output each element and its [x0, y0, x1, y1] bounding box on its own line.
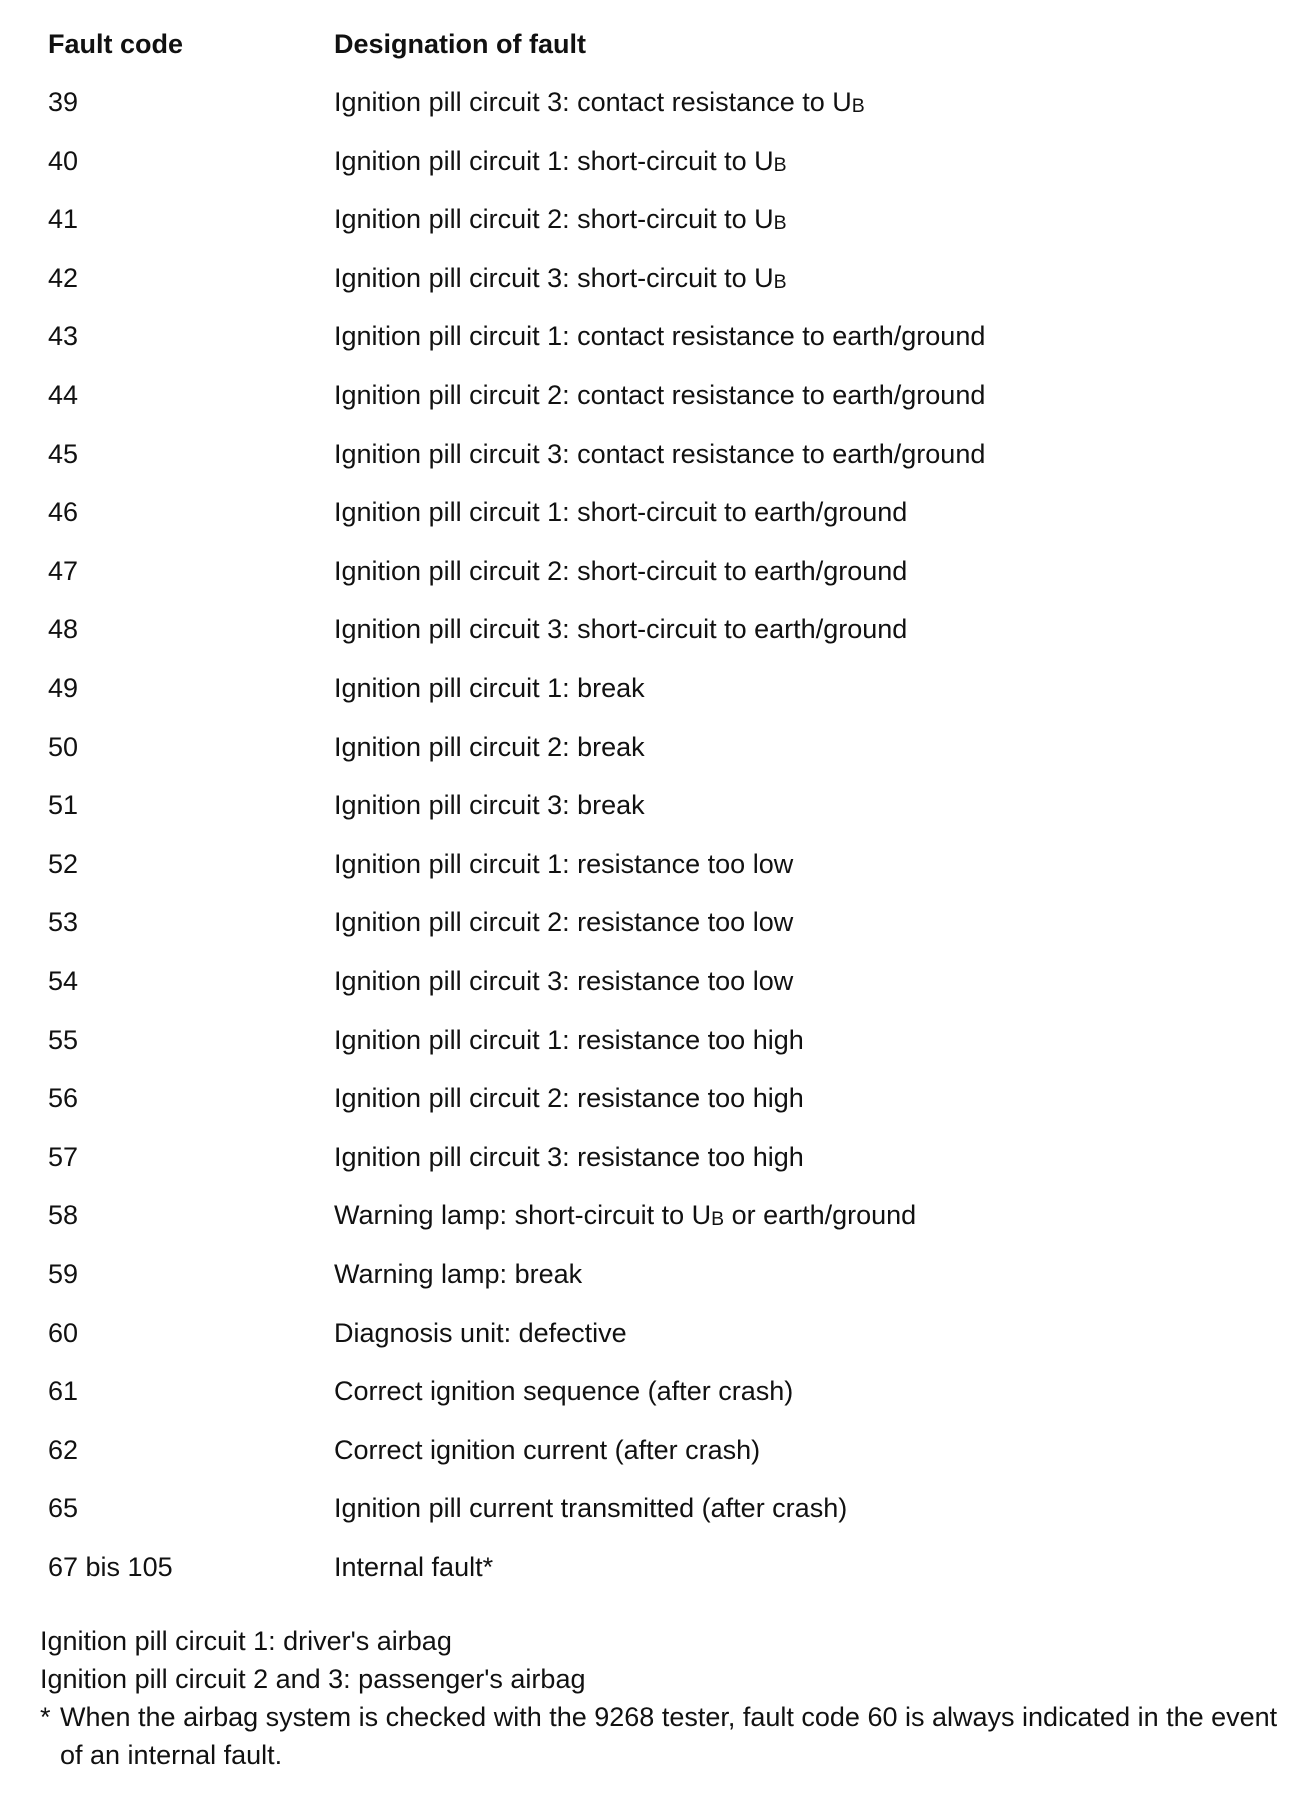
- table-row: [48, 668, 1268, 708]
- designation-text: Warning lamp: short-circuit to U: [334, 1200, 712, 1230]
- fault-code: 52: [48, 849, 79, 879]
- designation-text: Ignition pill circuit 2: resistance too low: [334, 907, 794, 937]
- designation-text: Ignition pill circuit 1: resistance too low: [334, 849, 794, 879]
- fault-designation: [334, 1254, 582, 1294]
- table-row: [48, 1137, 1268, 1177]
- fault-code: 57: [48, 1142, 79, 1172]
- fault-code: 43: [48, 321, 79, 351]
- table-row: [48, 1254, 1268, 1294]
- fault-code: 45: [48, 439, 79, 469]
- fault-code: 41: [48, 204, 79, 234]
- fault-code: 48: [48, 614, 79, 644]
- table-row: [48, 961, 1268, 1001]
- designation-text: Ignition pill circuit 1: short-circuit to U: [334, 146, 774, 176]
- fault-designation: [334, 258, 787, 301]
- table-row: [48, 1547, 1268, 1587]
- table-row: [48, 434, 1268, 474]
- fault-code: 47: [48, 556, 79, 586]
- fault-designation: [334, 1313, 627, 1353]
- designation-text: Ignition pill circuit 1: contact resistance to earth/ground: [334, 321, 986, 351]
- table-row: [48, 375, 1268, 415]
- table-row: [48, 1488, 1268, 1528]
- fault-designation: [334, 1137, 804, 1177]
- fault-designation: [334, 785, 645, 825]
- fault-code: 67 bis 105: [48, 1552, 173, 1582]
- fault-designation: [334, 434, 985, 474]
- designation-text: Ignition pill circuit 3: resistance too low: [334, 966, 794, 996]
- fault-code: 60: [48, 1318, 79, 1348]
- table-row: [48, 316, 1268, 356]
- designation-text: Ignition pill circuit 2: short-circuit to earth/ground: [334, 556, 908, 586]
- fault-code: 58: [48, 1200, 79, 1230]
- designation-text: Ignition pill circuit 3: short-circuit to U: [334, 263, 774, 293]
- note-circuit-2-3: Ignition pill circuit 2 and 3: passenger's airbag: [40, 1664, 586, 1694]
- fault-designation: [334, 551, 907, 591]
- fault-code: 46: [48, 497, 79, 527]
- fault-code: 59: [48, 1259, 79, 1289]
- designation-text: Ignition pill circuit 3: resistance too high: [334, 1142, 804, 1172]
- designation-text: Diagnosis unit: defective: [334, 1318, 627, 1348]
- designation-text: Internal fault*: [334, 1552, 494, 1582]
- table-header: [48, 24, 1268, 64]
- designation-continuation: or earth/ground: [724, 1200, 917, 1230]
- designation-subscript: B: [773, 211, 787, 234]
- designation-text: Ignition pill circuit 1: short-circuit to earth/ground: [334, 497, 908, 527]
- fault-designation: [334, 1195, 916, 1238]
- designation-text: Ignition pill circuit 3: break: [334, 790, 645, 820]
- table-row: [48, 609, 1268, 649]
- fault-designation: [334, 1547, 493, 1587]
- table-row: [48, 551, 1268, 591]
- fault-code: 49: [48, 673, 79, 703]
- designation-subscript: B: [773, 270, 787, 293]
- designation-text: Ignition pill circuit 3: short-circuit to earth/ground: [334, 614, 908, 644]
- fault-code: 50: [48, 732, 79, 762]
- fault-designation: [334, 316, 985, 356]
- designation-text: Warning lamp: break: [334, 1259, 583, 1289]
- fault-code: 62: [48, 1435, 79, 1465]
- table-row: [48, 844, 1268, 884]
- fault-code: 53: [48, 907, 79, 937]
- designation-text: Ignition pill circuit 1: resistance too high: [334, 1025, 804, 1055]
- fault-designation: [334, 1020, 804, 1060]
- fault-designation: [334, 727, 645, 767]
- fault-designation: [334, 902, 793, 942]
- designation-text: Ignition pill circuit 2: resistance too high: [334, 1083, 804, 1113]
- fault-designation: [334, 375, 985, 415]
- table-row: [48, 1195, 1268, 1235]
- fault-designation: [334, 844, 793, 884]
- fault-code: 39: [48, 87, 79, 117]
- table-row: [48, 258, 1268, 298]
- table-row: [48, 1371, 1268, 1411]
- fault-designation: [334, 1078, 804, 1118]
- fault-code: 55: [48, 1025, 79, 1055]
- fault-designation: [334, 141, 787, 184]
- designation-text: Ignition pill circuit 2: break: [334, 732, 645, 762]
- table-row: [48, 785, 1268, 825]
- fault-code: 51: [48, 790, 79, 820]
- fault-designation: [334, 82, 865, 125]
- table-row: [48, 1020, 1268, 1060]
- designation-subscript: B: [711, 1207, 725, 1230]
- designation-text: Ignition pill circuit 1: break: [334, 673, 645, 703]
- fault-code: 40: [48, 146, 79, 176]
- designation-text: Correct ignition sequence (after crash): [334, 1376, 794, 1406]
- designation-subscript: B: [773, 153, 787, 176]
- fault-designation: [334, 1488, 847, 1528]
- designation-text: Correct ignition current (after crash): [334, 1435, 761, 1465]
- table-row: [48, 141, 1268, 181]
- fault-designation: [334, 492, 907, 532]
- designation-subscript: B: [851, 94, 865, 117]
- fault-code: 42: [48, 263, 79, 293]
- fault-designation: [334, 199, 787, 242]
- designation-text: Ignition pill circuit 3: contact resistance to earth/ground: [334, 439, 986, 469]
- designation-text: Ignition pill current transmitted (after crash): [334, 1493, 848, 1523]
- table-row: [48, 492, 1268, 532]
- table-row: [48, 727, 1268, 767]
- footnote-text: When the airbag system is checked with the 9268 tester, fault code 60 is always indicated in the event of an internal fault.: [60, 1702, 1278, 1770]
- table-row: [48, 1078, 1268, 1118]
- fault-code: 65: [48, 1493, 79, 1523]
- fault-designation: [334, 609, 907, 649]
- header-designation: Designation of fault: [334, 29, 586, 59]
- fault-designation: [334, 668, 645, 708]
- footnote-mark: *: [40, 1702, 51, 1732]
- table-row: [48, 902, 1268, 942]
- fault-code: 44: [48, 380, 79, 410]
- designation-text: Ignition pill circuit 3: contact resistance to U: [334, 87, 852, 117]
- header-fault-code: Fault code: [48, 29, 184, 59]
- fault-code: 56: [48, 1083, 79, 1113]
- designation-text: Ignition pill circuit 2: contact resistance to earth/ground: [334, 380, 986, 410]
- fault-code: 54: [48, 966, 79, 996]
- table-row: [48, 82, 1268, 122]
- fault-designation: [334, 961, 793, 1001]
- fault-code: 61: [48, 1376, 79, 1406]
- note-circuit-1: Ignition pill circuit 1: driver's airbag: [40, 1626, 452, 1656]
- table-row: [48, 199, 1268, 239]
- fault-designation: [334, 1371, 793, 1411]
- table-row: [48, 1430, 1268, 1470]
- table-row: [48, 1313, 1268, 1353]
- fault-designation: [334, 1430, 760, 1470]
- designation-text: Ignition pill circuit 2: short-circuit to U: [334, 204, 774, 234]
